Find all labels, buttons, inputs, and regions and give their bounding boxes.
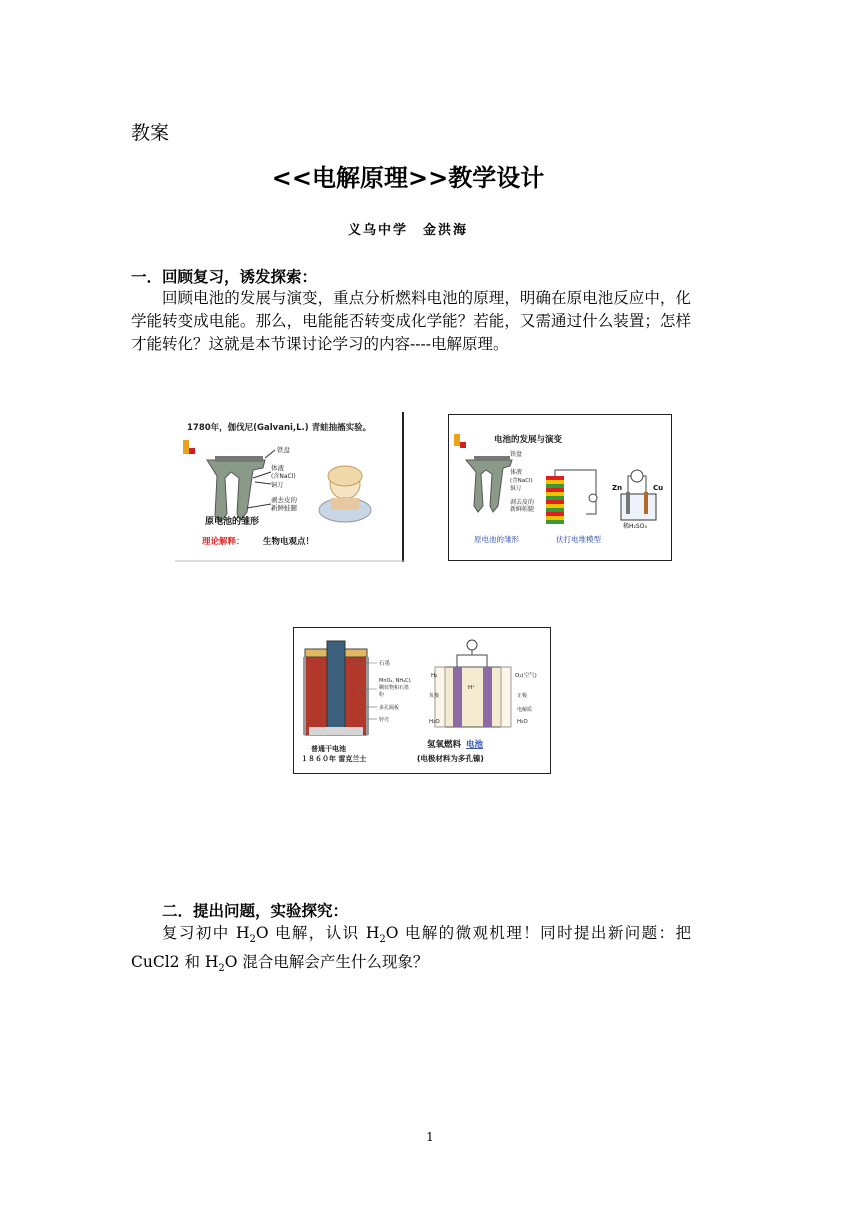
svg-text:剥去皮的: 剥去皮的 xyxy=(271,496,297,504)
section1-heading: 一．回顾复习，诱发探索： xyxy=(131,268,318,286)
figure-dry-and-fuel-cell xyxy=(293,627,551,775)
svg-text:铁盘: 铁盘 xyxy=(510,451,523,458)
svg-text:(含NaCl): (含NaCl) xyxy=(510,478,533,484)
dry-cell-diagram xyxy=(303,641,369,735)
svg-text:O₂(空气): O₂(空气) xyxy=(515,673,537,679)
fuel-cell-link[interactable]: 电池 xyxy=(466,740,484,750)
figure-battery-development xyxy=(448,414,672,562)
section2-paragraph: 复习初中 $H_2O$ 电解，认识 $H_2O$ 电解的微观机理！同时提出新问题：把 CuCl2 和 $H_2O$ 混合电解会产生什么现象？ xyxy=(131,924,691,975)
svg-text:H₂O: H₂O xyxy=(517,719,528,725)
svg-text:稀H₂SO₄: 稀H₂SO₄ xyxy=(623,523,647,530)
svg-text:H⁺: H⁺ xyxy=(468,685,476,691)
svg-text:(含NaCl): (含NaCl) xyxy=(271,473,296,480)
svg-text:负极: 负极 xyxy=(429,693,440,699)
svg-text:H₂O: H₂O xyxy=(429,719,440,725)
document-label: 教案 xyxy=(131,122,170,144)
svg-text:理论解释：: 理论解释： xyxy=(202,537,245,547)
svg-text:氢氧燃料: 氢氧燃料 xyxy=(427,740,462,750)
svg-text:普通干电池: 普通干电池 xyxy=(311,745,346,753)
svg-text:伏打电堆模型: 伏打电堆模型 xyxy=(556,535,601,544)
svg-text:剥去皮的: 剥去皮的 xyxy=(510,499,535,506)
galvani-caption: 1780年，伽伐尼(Galvani,L.) 青蛙抽搐实验。 xyxy=(187,423,372,433)
svg-text:正极: 正极 xyxy=(517,693,528,699)
svg-text:MnO₂, NH₄Cl,: MnO₂, NH₄Cl, xyxy=(379,678,412,684)
svg-text:石墨: 石墨 xyxy=(379,661,391,667)
svg-text:新鲜蛙腿: 新鲜蛙腿 xyxy=(271,504,297,512)
page-title: <<电解原理>>教学设计 xyxy=(271,164,545,192)
author-line: 义乌中学 金洪海 xyxy=(347,223,468,238)
svg-text:铜刀: 铜刀 xyxy=(510,486,522,492)
svg-text:糊状物和石墨: 糊状物和石墨 xyxy=(379,685,410,691)
page-number: 1 xyxy=(426,1130,434,1144)
svg-text:生物电观点！: 生物电观点！ xyxy=(263,537,315,547)
svg-text:原电池的雏形: 原电池的雏形 xyxy=(205,517,260,527)
svg-text:电解质: 电解质 xyxy=(517,707,533,713)
section1-paragraph: 回顾电池的发展与演变，重点分析燃料电池的原理，明确在原电池反应中，化学能转变成电能。那么，电能能否转变成化学能？若能，又需通过什么装置；怎样才能转化？这就是本节课讨论学习的内容----电解原理。 xyxy=(131,289,691,353)
svg-text:铁盘: 铁盘 xyxy=(277,446,290,454)
svg-text:原电池的雏形: 原电池的雏形 xyxy=(474,535,519,544)
svg-text:１８６０年 雷克兰士: １８６０年 雷克兰士 xyxy=(301,755,367,763)
svg-text:新鲜蛙腿: 新鲜蛙腿 xyxy=(510,506,535,513)
svg-text:Cu: Cu xyxy=(653,484,664,492)
svg-text:(电极材料为多孔镍): (电极材料为多孔镍) xyxy=(417,754,484,763)
svg-text:粉: 粉 xyxy=(379,692,385,698)
svg-text:体液: 体液 xyxy=(271,464,284,472)
svg-text:铜刀: 铜刀 xyxy=(271,482,284,489)
svg-text:体液: 体液 xyxy=(510,469,523,476)
svg-text:锌壳: 锌壳 xyxy=(379,717,390,723)
svg-text:电池的发展与演变: 电池的发展与演变 xyxy=(494,435,563,445)
section2-heading: 二．提出问题，实验探究： xyxy=(162,902,349,920)
svg-text:H₂: H₂ xyxy=(431,673,438,679)
voltaic-pile xyxy=(546,476,564,524)
svg-text:Zn: Zn xyxy=(612,484,623,492)
figure-galvani xyxy=(175,412,405,562)
svg-text:多孔隔板: 多孔隔板 xyxy=(379,705,400,711)
